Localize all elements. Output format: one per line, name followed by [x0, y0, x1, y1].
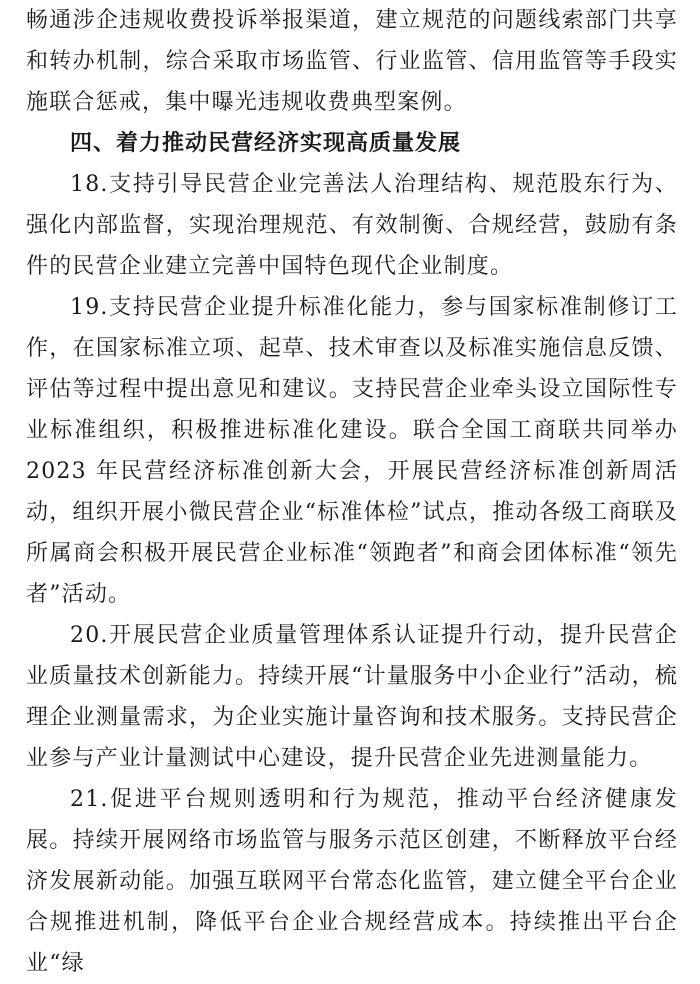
paragraph-fee-complaints: 畅通涉企违规收费投诉举报渠道，建立规范的问题线索部门共享和转办机制，综合采取市场监管、行业监管、信用监管等手段实施联合惩戒，集中曝光违规收费典型案例。 — [26, 8, 678, 115]
paragraph-item-20: 20.开展民营企业质量管理体系认证提升行动，提升民营企业质量技术创新能力。持续开展“计量服务中小企业行”活动，梳理企业测量需求，为企业实施计量咨询和技术服务。支持民营企业参与产业计量测试中心建设，提升民营企业先进测量能力。 — [26, 623, 678, 771]
document-page — [26, 0, 678, 984]
paragraph-item-21: 21.促进平台规则透明和行为规范，推动平台经济健康发展。持续开展网络市场监管与服务示范区创建，不断释放平台经济发展新动能。加强互联网平台常态化监管，建立健全平台企业合规推进机制，降低平台企业合规经营成本。持续推出平台企业“绿 — [26, 787, 678, 976]
paragraph-item-18: 18.支持引导民营企业完善法人治理结构、规范股东行为、强化内部监督，实现治理规范、有效制衡、合规经营，鼓励有条件的民营企业建立完善中国特色现代企业制度。 — [26, 172, 678, 279]
paragraph-item-19: 19.支持民营企业提升标准化能力，参与国家标准制修订工作，在国家标准立项、起草、技术审查以及标准实施信息反馈、评估等过程中提出意见和建议。支持民营企业牵头设立国际性专业标准组织，积极推进标准化建设。联合全国工商联共同举办 2023 年民营经济标准创新大会，开展民营经济标准创新周活动，组织开展小微民营企业“标准体检”试点，推动各级工商联及所属商会积极开展民营企业标准“领跑者”和商会团体标准“领先者”活动。 — [26, 295, 678, 607]
section-heading-4: 四、着力推动民营经济实现高质量发展 — [70, 131, 462, 156]
